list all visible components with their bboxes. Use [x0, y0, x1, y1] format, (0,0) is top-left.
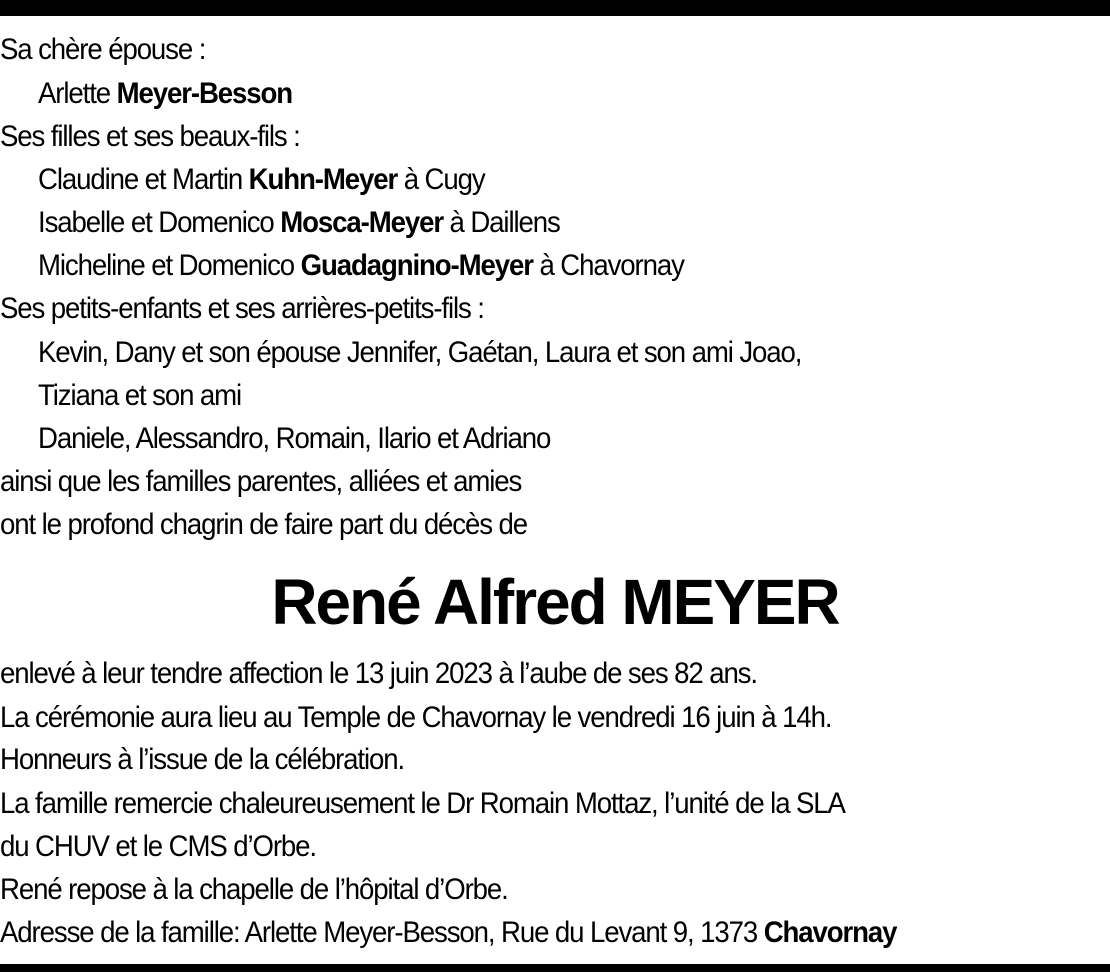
detail-line: enlevé à leur tendre affection le 13 juin 2023 à l’aube de ses 82 ans.	[0, 657, 757, 690]
daughter-line	[38, 162, 485, 198]
relatives-line: ainsi que les familles parentes, alliées et amies	[0, 465, 522, 498]
address-line	[0, 915, 896, 951]
detail-line: La cérémonie aura lieu au Temple de Chavornay le vendredi 16 juin à 14h.	[0, 701, 832, 734]
daughter-line	[38, 205, 560, 241]
top-border-rule	[0, 0, 1110, 16]
detail-line: René repose à la chapelle de l’hôpital d’Orbe.	[0, 873, 508, 906]
daughter-place: à Chavornay	[539, 249, 684, 282]
address-text: Adresse de la famille: Arlette Meyer-Besson, Rue du Levant 9, 1373	[0, 916, 758, 949]
daughter-last-name: Mosca-Meyer	[280, 206, 443, 239]
grandchildren-line: Daniele, Alessandro, Romain, Ilario et Adriano	[38, 422, 551, 455]
daughter-place: à Cugy	[403, 163, 485, 196]
daughter-line	[38, 248, 684, 284]
spouse-first-name: Arlette	[38, 77, 111, 110]
announcement-line: ont le profond chagrin de faire part du décès de	[0, 508, 528, 541]
detail-line: Honneurs à l’issue de la célébration.	[0, 743, 405, 776]
detail-line: La famille remercie chaleureusement le Dr Romain Mottaz, l’unité de la SLA	[0, 787, 845, 820]
daughter-names: Isabelle et Domenico	[38, 206, 274, 239]
grandchildren-line: Kevin, Dany et son épouse Jennifer, Gaétan, Laura et son ami Joao,	[38, 336, 802, 369]
daughter-names: Claudine et Martin	[38, 163, 243, 196]
daughter-last-name: Guadagnino-Meyer	[300, 249, 533, 282]
daughter-names: Micheline et Domenico	[38, 249, 295, 282]
daughter-last-name: Kuhn-Meyer	[248, 163, 398, 196]
spouse-last-name: Meyer-Besson	[116, 77, 293, 110]
deceased-name: René Alfred MEYER	[271, 566, 839, 638]
daughters-heading: Ses filles et ses beaux-fils :	[0, 120, 300, 153]
daughter-place: à Daillens	[449, 206, 560, 239]
spouse-heading: Sa chère épouse :	[0, 33, 206, 66]
spouse-line	[38, 76, 292, 112]
grandchildren-heading: Ses petits-enfants et ses arrières-petits-fils :	[0, 292, 484, 325]
detail-line: du CHUV et le CMS d’Orbe.	[0, 830, 316, 863]
grandchildren-line: Tiziana et son ami	[38, 379, 242, 412]
bottom-border-rule	[0, 964, 1110, 972]
address-city: Chavornay	[763, 916, 897, 949]
